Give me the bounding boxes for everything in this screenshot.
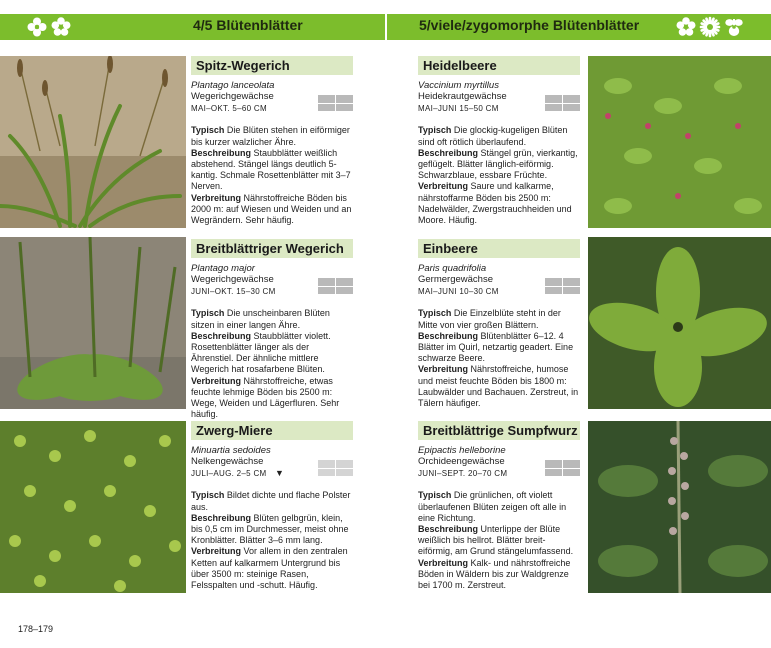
species-title: Zwerg-Miere xyxy=(191,421,353,440)
typisch-label: Typisch xyxy=(191,308,225,319)
entry-breitblaettrige-sumpfwurz xyxy=(418,421,580,591)
entry-zwerg-miere xyxy=(191,421,353,591)
photo-einbeere xyxy=(588,237,771,409)
habitat-grid-icon xyxy=(318,460,353,476)
verbreitung-label: Verbreitung xyxy=(191,546,242,557)
beschreibung-label: Beschreibung xyxy=(418,330,479,341)
entry-spitz-wegerich xyxy=(191,56,353,226)
verbreitung-label: Verbreitung xyxy=(418,181,469,192)
family-name: Germergewächse xyxy=(418,274,493,286)
beschreibung-text: Stängel grün, vierkantig, geflügelt. Blätter länglich-eiförmig. Schwarzblaue, essbare Früchte. xyxy=(418,147,578,181)
family-name: Wegerichgewächse xyxy=(191,91,274,103)
typisch-text: Bildet dichte und flache Polster aus. xyxy=(191,490,351,512)
photo-breitblaettrige-sumpfwurz xyxy=(588,421,771,593)
typisch-label: Typisch xyxy=(191,125,225,136)
beschreibung-label: Beschreibung xyxy=(418,147,479,158)
entry-breitblaettriger-wegerich xyxy=(191,239,353,420)
species-title: Heidelbeere xyxy=(418,56,580,75)
flowering-size: MAI–OKT. 5–60 CM xyxy=(191,104,267,114)
meta-row xyxy=(191,102,353,115)
habitat-grid-icon xyxy=(545,278,580,294)
beschreibung-label: Beschreibung xyxy=(191,512,252,523)
family-name: Heidekrautgewächse xyxy=(418,91,507,103)
latin-name: Plantago lanceolata xyxy=(191,80,275,91)
description xyxy=(191,125,353,226)
family-name: Nelkengewächse xyxy=(191,456,264,468)
typisch-text: Die Blüten stehen in eiförmiger bis kurzer walzlicher Ähre. xyxy=(191,125,350,147)
photo-spitz-wegerich xyxy=(0,56,186,228)
flowering-size: MAI–JUNI 15–50 CM xyxy=(418,104,499,114)
flowering-size: JUNI–OKT. 15–30 CM xyxy=(191,287,276,297)
description xyxy=(418,490,580,591)
flower-many-petal-icon xyxy=(699,16,721,38)
entry-heidelbeere xyxy=(418,56,580,226)
family-name: Wegerichgewächse xyxy=(191,274,274,286)
latin-name: Epipactis helleborine xyxy=(418,445,506,456)
typisch-label: Typisch xyxy=(418,125,452,136)
beschreibung-label: Beschreibung xyxy=(418,524,479,535)
family-name: Orchideengewächse xyxy=(418,456,505,468)
species-title: Breitblättrige Sumpfwurz xyxy=(418,421,580,440)
typisch-label: Typisch xyxy=(418,490,452,501)
verbreitung-text: Nährstoffreiche, etwas feuchte lehmige Böden bis 2500 m: Wege, Weiden und Lägerfluren. Sehr häufig. xyxy=(191,375,340,420)
verbreitung-label: Verbreitung xyxy=(418,364,469,375)
beschreibung-text: Staubblätter violett. Rosettenblätter länger als der Ährenstiel. Der ähnliche mittlere Wegerich hat rosafarbene Blüten. xyxy=(191,330,331,375)
photo-heidelbeere xyxy=(588,56,771,228)
meta-row xyxy=(191,467,353,480)
beschreibung-label: Beschreibung xyxy=(191,330,252,341)
meta-row xyxy=(418,467,580,480)
meta-row xyxy=(418,285,580,298)
verbreitung-text: Saure und kalkarme, nährstoffarme Böden bis 2500 m: Nadelwälder, Zwergstrauchheiden und Moore. Häufig. xyxy=(418,181,572,226)
habitat-grid-icon xyxy=(545,460,580,476)
flowering-size: JULI–AUG. 2–5 CM xyxy=(191,469,267,479)
verbreitung-label: Verbreitung xyxy=(418,557,469,568)
latin-name: Vaccinium myrtillus xyxy=(418,80,499,91)
photo-zwerg-miere xyxy=(0,421,186,593)
typisch-label: Typisch xyxy=(418,308,452,319)
typisch-text: Die unscheinbaren Blüten sitzen in einer langen Ähre. xyxy=(191,308,330,330)
triangle-down-icon: ▼ xyxy=(275,468,285,479)
header-bar-left xyxy=(0,14,385,40)
flower-5-petal-icon xyxy=(675,16,697,38)
typisch-text: Die glockig-kugeligen Blüten sind oft rötlich überlaufend. xyxy=(418,125,568,147)
header-title-left: 4/5 Blütenblätter xyxy=(193,17,303,33)
beschreibung-text: Unterlippe der Blüte weißlich bis hellrot. Blätter breit-eiförmig, am Grund stängelumfassend. xyxy=(418,524,574,557)
habitat-grid-icon xyxy=(318,95,353,111)
flowering-size: JUNI–SEPT. 20–70 CM xyxy=(418,469,508,479)
page-number: 178–179 xyxy=(18,624,54,634)
verbreitung-text: Kalk- und nährstoffreiche Böden in Wäldern bis zur Waldgrenze bei 1700 m. Zerstreut. xyxy=(418,557,571,591)
latin-name: Plantago major xyxy=(191,263,255,274)
description xyxy=(191,308,353,420)
latin-name: Paris quadrifolia xyxy=(418,263,487,274)
beschreibung-text: Staubblätter weißlich abstehend. Stängel längs deutlich 5-kantig. Schmale Rosettenblätter mit 3–7 Nerven. xyxy=(191,147,351,192)
species-title: Breitblättriger Wegerich xyxy=(191,239,353,258)
flower-zygomorphic-icon xyxy=(723,16,745,38)
verbreitung-label: Verbreitung xyxy=(191,375,242,386)
header-icons-right xyxy=(675,16,745,38)
latin-name: Minuartia sedoides xyxy=(191,445,271,456)
beschreibung-text: Blüten gelbgrün, klein, bis 0,5 cm im Durchmesser, meist ohne Kronblätter. Blätter 3–6 mm lang. xyxy=(191,512,349,546)
flowering-size: MAI–JUNI 10–30 CM xyxy=(418,287,499,297)
header-title-right: 5/viele/zygomorphe Blütenblätter xyxy=(419,17,640,33)
header-bar-right xyxy=(387,14,771,40)
meta-row xyxy=(418,102,580,115)
header-icons-left xyxy=(26,16,72,38)
verbreitung-text: Nährstoffreiche Böden bis 2000 m: auf Wiesen und Weiden und an Wegrändern. Sehr häufig. xyxy=(191,192,352,226)
beschreibung-label: Beschreibung xyxy=(191,147,252,158)
verbreitung-text: Nährstoffreiche, humose und meist feuchte Böden bis 1800 m: Laubwälder und Bachauen. Zerstreut, in Tälern häufiger. xyxy=(418,364,579,409)
flower-4-petal-icon xyxy=(26,16,48,38)
photo-breitblaettriger-wegerich xyxy=(0,237,186,409)
species-title: Spitz-Wegerich xyxy=(191,56,353,75)
typisch-text: Die Einzelblüte steht in der Mitte von vier großen Blättern. xyxy=(418,308,561,330)
habitat-grid-icon xyxy=(545,95,580,111)
entry-einbeere xyxy=(418,239,580,409)
beschreibung-text: Blütenblätter 6–12. 4 Blätter im Quirl, netzartig geadert. Eine schwarze Beere. xyxy=(418,330,574,364)
verbreitung-text: Vor allem in den zentralen Ketten auf kalkarmem Untergrund bis über 3500 m: steinige Rasen, Felsspalten und -schutt. Häufig. xyxy=(191,546,348,591)
description xyxy=(418,125,580,226)
description xyxy=(418,308,580,409)
meta-row xyxy=(191,285,353,298)
habitat-grid-icon xyxy=(318,278,353,294)
species-title: Einbeere xyxy=(418,239,580,258)
typisch-label: Typisch xyxy=(191,490,225,501)
typisch-text: Die grünlichen, oft violett überlaufenen Blüten zeigen oft alle in eine Richtung. xyxy=(418,490,567,523)
flower-5-petal-icon xyxy=(50,16,72,38)
description xyxy=(191,490,353,591)
verbreitung-label: Verbreitung xyxy=(191,192,242,203)
